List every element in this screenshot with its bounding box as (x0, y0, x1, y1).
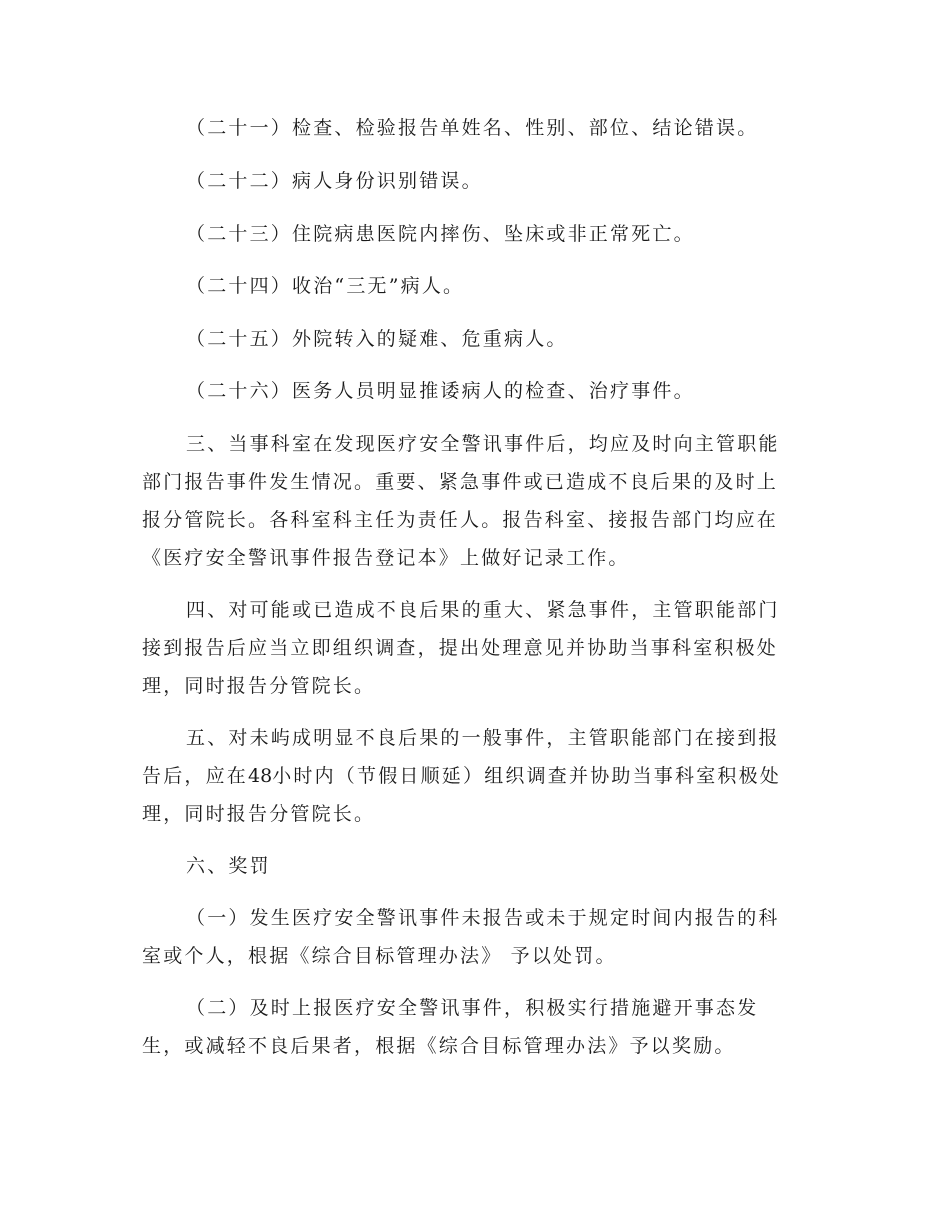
hours-number: 48 (248, 765, 273, 787)
list-item-23: （二十三）住院病患医院内摔伤、坠床或非正常死亡。 (186, 223, 695, 245)
list-item-26: （二十六）医务人员明显推诿病人的检查、治疗事件。 (186, 380, 695, 402)
section-5-line-2-post: 小时内（节假日顺延）组织调查并协助当事科室积极处 (272, 765, 782, 787)
section-4-line-1: 四、对可能或已造成不良后果的重大、紧急事件，主管职能部门 (186, 599, 780, 621)
section-3-line-4: 《医疗安全警讯事件报告登记本》上做好记录工作。 (142, 547, 630, 569)
section-4-line-3: 理，同时报告分管院长。 (142, 675, 376, 697)
section-6-item-1-line-2: 室或个人，根据《综合目标管理办法》 予以处罚。 (142, 945, 617, 967)
section-5-line-3: 理，同时报告分管院长。 (142, 803, 376, 825)
section-3-line-3: 报分管院长。各科室科主任为责任人。报告科室、接报告部门均应在 (142, 509, 779, 531)
section-6-item-2-line-1: （二）及时上报医疗安全警讯事件，积极实行措施避开事态发 (186, 997, 759, 1019)
section-4-line-2: 接到报告后应当立即组织调查，提出处理意见并协助当事科室积极处 (142, 637, 779, 659)
section-6-heading: 六、奖罚 (186, 855, 271, 877)
section-6-item-2-line-2: 生，或减轻不良后果者，根据《综合目标管理办法》予以奖励。 (142, 1035, 736, 1057)
section-3-line-2: 部门报告事件发生情况。重要、紧急事件或已造成不良后果的及时上 (142, 471, 779, 493)
section-6-item-1-line-1: （一）发生医疗安全警讯事件未报告或未于规定时间内报告的科 (186, 907, 780, 929)
list-item-25: （二十五）外院转入的疑难、危重病人。 (186, 328, 568, 350)
list-item-24: （二十四）收治“三无”病人。 (186, 275, 465, 297)
section-5-line-1: 五、对未屿成明显不良后果的一般事件，主管职能部门在接到报 (186, 727, 780, 749)
list-item-22: （二十二）病人身份识别错误。 (186, 170, 483, 192)
list-item-21: （二十一）检查、检验报告单姓名、性别、部位、结论错误。 (186, 117, 759, 139)
section-3-line-1: 三、当事科室在发现医疗安全警讯事件后，均应及时向主管职能 (186, 433, 780, 455)
section-5-line-2 (142, 764, 781, 788)
section-5-line-2-pre: 告后，应在 (142, 765, 249, 787)
